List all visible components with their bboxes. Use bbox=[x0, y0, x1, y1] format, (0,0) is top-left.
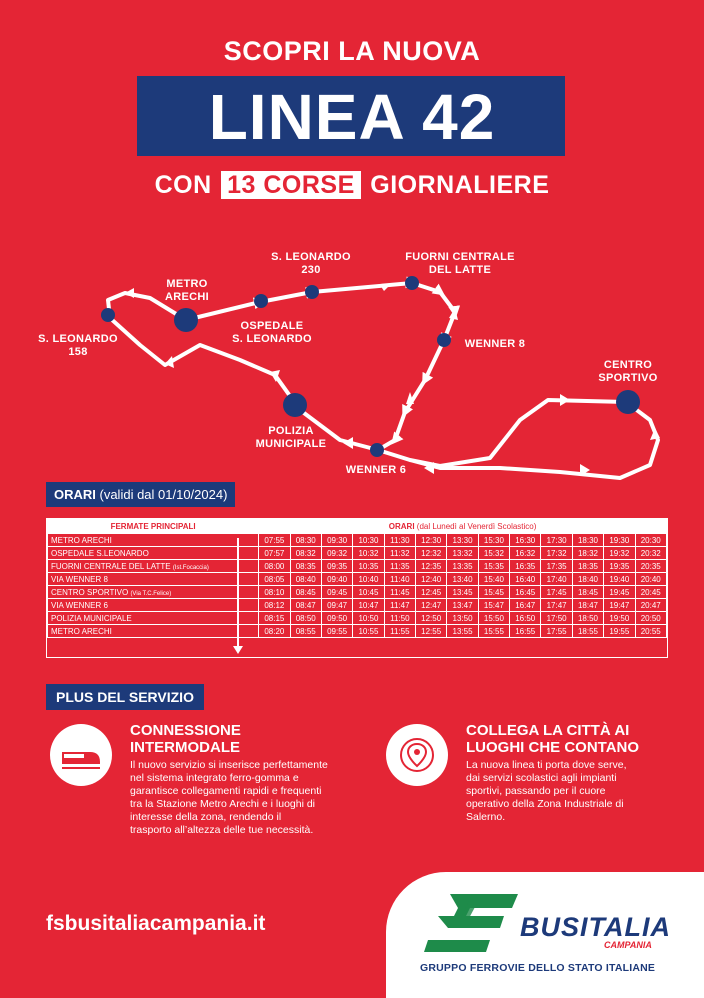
timetable-time-cell: 12:45 bbox=[416, 586, 447, 599]
timetable-time-cell: 11:45 bbox=[384, 586, 415, 599]
timetable-time-cell: 19:32 bbox=[604, 547, 635, 560]
stop-label-wenner-6: WENNER 6 bbox=[345, 464, 407, 476]
timetable bbox=[46, 518, 668, 658]
stop-label-fuorni: FUORNI CENTRALE DEL LATTE bbox=[405, 251, 515, 276]
timetable-time-cell: 10:45 bbox=[353, 586, 384, 599]
table-row bbox=[48, 573, 667, 586]
timetable-time-cell: 08:47 bbox=[290, 599, 321, 612]
timetable-header-stops: FERMATE PRINCIPALI bbox=[48, 520, 259, 534]
timetable-time-cell: 08:15 bbox=[259, 612, 290, 625]
table-row bbox=[48, 599, 667, 612]
timetable-time-cell: 17:35 bbox=[541, 560, 572, 573]
stop-dot-s-leonardo-158 bbox=[101, 308, 115, 322]
brand-subname: CAMPANIA bbox=[604, 940, 652, 950]
timetable-time-cell: 20:45 bbox=[635, 586, 666, 599]
timetable-time-cell: 17:45 bbox=[541, 586, 572, 599]
stop-dot-s-leonardo-230 bbox=[305, 285, 319, 299]
direction-arrow-icon bbox=[232, 536, 244, 656]
plus-left-body: Il nuovo servizio si inserisce perfettamente nel sistema integrato ferro-gomma e garantisce collegamenti rapidi e frequenti tra la Stazione Metro Arechi e i luoghi di interesse della zona, rendendo il trasporto all’altezza delle tue necessità. bbox=[130, 759, 328, 836]
route-line bbox=[378, 400, 658, 478]
stop-dot-ospedale bbox=[254, 294, 268, 308]
timetable-time-cell: 19:30 bbox=[604, 534, 635, 547]
timetable-time-cell: 18:50 bbox=[572, 612, 603, 625]
timetable-time-cell: 18:40 bbox=[572, 573, 603, 586]
timetable-time-cell: 08:00 bbox=[259, 560, 290, 573]
timetable-time-cell: 15:32 bbox=[478, 547, 509, 560]
timetable-time-cell: 16:30 bbox=[510, 534, 541, 547]
timetable-stop-name: CENTRO SPORTIVO (Via T.C.Felice) bbox=[48, 586, 259, 599]
timetable-time-cell: 18:35 bbox=[572, 560, 603, 573]
timetable-time-cell: 11:55 bbox=[384, 625, 415, 638]
timetable-time-cell: 13:55 bbox=[447, 625, 478, 638]
stop-dot-fuorni bbox=[405, 276, 419, 290]
headline-bottom bbox=[0, 171, 704, 200]
headline-corse-highlight: 13 CORSE bbox=[221, 171, 361, 199]
plus-right-body: La nuova linea ti porta dove serve, dai servizi scolastici agli impianti sportivi, passando per il cuore operativo della Zona Industriale di Salerno. bbox=[466, 759, 627, 823]
table-row bbox=[48, 586, 667, 599]
timetable-time-cell: 13:35 bbox=[447, 560, 478, 573]
timetable-time-cell: 08:32 bbox=[290, 547, 321, 560]
stop-label-s-leonardo-230: S. LEONARDO 230 bbox=[271, 251, 351, 276]
timetable-time-cell: 20:32 bbox=[635, 547, 666, 560]
stop-dot-wenner-6 bbox=[370, 443, 384, 457]
timetable-time-cell: 17:55 bbox=[541, 625, 572, 638]
timetable-time-cell: 19:50 bbox=[604, 612, 635, 625]
table-row bbox=[48, 625, 667, 638]
timetable-time-cell: 13:47 bbox=[447, 599, 478, 612]
timetable-time-cell: 08:12 bbox=[259, 599, 290, 612]
route-arrow bbox=[125, 288, 134, 298]
timetable-time-cell: 20:47 bbox=[635, 599, 666, 612]
timetable-time-cell: 12:50 bbox=[416, 612, 447, 625]
stop-label-centro-sportivo: CENTRO SPORTIVO bbox=[598, 359, 658, 384]
timetable-stop-name: VIA WENNER 8 bbox=[48, 573, 259, 586]
timetable-time-cell: 12:47 bbox=[416, 599, 447, 612]
table-row bbox=[48, 612, 667, 625]
timetable-time-cell: 12:30 bbox=[416, 534, 447, 547]
timetable-time-cell: 16:50 bbox=[510, 612, 541, 625]
timetable-time-cell: 07:57 bbox=[259, 547, 290, 560]
timetable-time-cell: 10:40 bbox=[353, 573, 384, 586]
timetable-time-cell: 18:32 bbox=[572, 547, 603, 560]
timetable-time-cell: 09:35 bbox=[321, 560, 352, 573]
timetable-time-cell: 13:30 bbox=[447, 534, 478, 547]
timetable-time-cell: 16:45 bbox=[510, 586, 541, 599]
timetable-time-cell: 10:30 bbox=[353, 534, 384, 547]
timetable-time-cell: 16:35 bbox=[510, 560, 541, 573]
timetable-time-cell: 13:45 bbox=[447, 586, 478, 599]
timetable-time-cell: 18:45 bbox=[572, 586, 603, 599]
timetable-time-cell: 20:35 bbox=[635, 560, 666, 573]
headline-top: SCOPRI LA NUOVA bbox=[223, 36, 481, 66]
timetable-time-cell: 08:35 bbox=[290, 560, 321, 573]
timetable-time-cell: 18:55 bbox=[572, 625, 603, 638]
route-line bbox=[108, 293, 378, 450]
timetable-stop-name: VIA WENNER 6 bbox=[48, 599, 259, 612]
timetable-time-cell: 08:10 bbox=[259, 586, 290, 599]
stop-dot-metro-arechi bbox=[174, 308, 198, 332]
stop-label-metro-arechi: METRO ARECHI bbox=[165, 278, 209, 303]
headline-line-number: LINEA 42 bbox=[208, 81, 496, 153]
timetable-time-cell: 10:47 bbox=[353, 599, 384, 612]
timetable-time-cell: 11:50 bbox=[384, 612, 415, 625]
stop-dot-wenner-8 bbox=[437, 333, 451, 347]
timetable-stop-name: METRO ARECHI bbox=[48, 625, 259, 638]
timetable-time-cell: 10:35 bbox=[353, 560, 384, 573]
timetable-time-cell: 16:47 bbox=[510, 599, 541, 612]
timetable-time-cell: 20:30 bbox=[635, 534, 666, 547]
plus-right-title: COLLEGA LA CITTÀ AI LUOGHI CHE CONTANO bbox=[466, 722, 640, 756]
timetable-time-cell: 11:47 bbox=[384, 599, 415, 612]
timetable-time-cell: 12:40 bbox=[416, 573, 447, 586]
timetable-time-cell: 13:50 bbox=[447, 612, 478, 625]
timetable-time-cell: 15:30 bbox=[478, 534, 509, 547]
timetable-time-cell: 10:32 bbox=[353, 547, 384, 560]
timetable-time-cell: 10:50 bbox=[353, 612, 384, 625]
timetable-time-cell: 08:55 bbox=[290, 625, 321, 638]
timetable-time-cell: 11:32 bbox=[384, 547, 415, 560]
timetable-time-cell: 19:47 bbox=[604, 599, 635, 612]
timetable-time-cell: 08:20 bbox=[259, 625, 290, 638]
timetable-time-cell: 19:45 bbox=[604, 586, 635, 599]
stop-label-wenner-8: WENNER 8 bbox=[464, 338, 526, 350]
timetable-time-cell: 10:55 bbox=[353, 625, 384, 638]
timetable-time-cell: 13:32 bbox=[447, 547, 478, 560]
timetable-time-cell: 09:30 bbox=[321, 534, 352, 547]
headline-con: CON bbox=[154, 171, 212, 199]
route-arrow bbox=[560, 394, 570, 406]
train-icon bbox=[50, 724, 112, 786]
timetable-time-cell: 19:55 bbox=[604, 625, 635, 638]
timetable-time-cell: 12:32 bbox=[416, 547, 447, 560]
timetable-stop-name: OSPEDALE S.LEONARDO bbox=[48, 547, 259, 560]
timetable-time-cell: 08:50 bbox=[290, 612, 321, 625]
group-name: GRUPPO FERROVIE DELLO STATO ITALIANE bbox=[420, 962, 656, 974]
table-row bbox=[48, 560, 667, 573]
table-row bbox=[48, 534, 667, 547]
timetable-time-cell: 15:35 bbox=[478, 560, 509, 573]
timetable-time-cell: 08:45 bbox=[290, 586, 321, 599]
timetable-time-cell: 17:32 bbox=[541, 547, 572, 560]
timetable-time-cell: 12:55 bbox=[416, 625, 447, 638]
timetable-time-cell: 15:50 bbox=[478, 612, 509, 625]
timetable-time-cell: 20:50 bbox=[635, 612, 666, 625]
stop-dot-polizia bbox=[283, 393, 307, 417]
timetable-time-cell: 12:35 bbox=[416, 560, 447, 573]
timetable-time-cell: 17:30 bbox=[541, 534, 572, 547]
timetable-stop-name: POLIZIA MUNICIPALE bbox=[48, 612, 259, 625]
timetable-grid bbox=[47, 519, 667, 638]
timetable-time-cell: 08:05 bbox=[259, 573, 290, 586]
timetable-stop-name: FUORNI CENTRALE DEL LATTE (Ist.Focaccia) bbox=[48, 560, 259, 573]
timetable-time-cell: 09:55 bbox=[321, 625, 352, 638]
stop-label-ospedale: OSPEDALE S. LEONARDO bbox=[232, 320, 312, 345]
timetable-time-cell: 15:40 bbox=[478, 573, 509, 586]
timetable-time-cell: 15:45 bbox=[478, 586, 509, 599]
timetable-time-cell: 20:55 bbox=[635, 625, 666, 638]
timetable-time-cell: 19:35 bbox=[604, 560, 635, 573]
timetable-time-cell: 15:55 bbox=[478, 625, 509, 638]
timetable-time-cell: 11:40 bbox=[384, 573, 415, 586]
timetable-time-cell: 11:30 bbox=[384, 534, 415, 547]
timetable-time-cell: 15:47 bbox=[478, 599, 509, 612]
timetable-time-cell: 16:55 bbox=[510, 625, 541, 638]
stop-dot-centro-sportivo bbox=[616, 390, 640, 414]
stop-label-s-leonardo-158: S. LEONARDO 158 bbox=[38, 333, 118, 358]
stop-label-polizia: POLIZIA MUNICIPALE bbox=[255, 425, 327, 450]
website-link[interactable]: fsbusitaliacampania.it bbox=[46, 912, 266, 935]
timetable-time-cell: 09:32 bbox=[321, 547, 352, 560]
plus-left-title: CONNESSIONE INTERMODALE bbox=[130, 722, 241, 756]
location-pin-icon bbox=[386, 724, 448, 786]
timetable-time-cell: 18:30 bbox=[572, 534, 603, 547]
route-arrow bbox=[650, 428, 660, 440]
brand-name: BUSITALIA bbox=[520, 912, 671, 942]
timetable-time-cell: 09:45 bbox=[321, 586, 352, 599]
timetable-time-cell: 09:40 bbox=[321, 573, 352, 586]
timetable-time-cell: 11:35 bbox=[384, 560, 415, 573]
timetable-time-cell: 07:55 bbox=[259, 534, 290, 547]
timetable-time-cell: 08:40 bbox=[290, 573, 321, 586]
headline-giornaliere: GIORNALIERE bbox=[370, 171, 550, 199]
timetable-time-cell: 09:50 bbox=[321, 612, 352, 625]
timetable-stop-name: METRO ARECHI bbox=[48, 534, 259, 547]
timetable-time-cell: 17:50 bbox=[541, 612, 572, 625]
timetable-time-cell: 13:40 bbox=[447, 573, 478, 586]
route-arrow bbox=[343, 437, 353, 449]
table-row bbox=[48, 547, 667, 560]
timetable-time-cell: 18:47 bbox=[572, 599, 603, 612]
timetable-time-cell: 09:47 bbox=[321, 599, 352, 612]
timetable-time-cell: 16:40 bbox=[510, 573, 541, 586]
timetable-time-cell: 19:40 bbox=[604, 573, 635, 586]
plus-section-title: PLUS DEL SERVIZIO bbox=[46, 684, 204, 710]
timetable-time-cell: 16:32 bbox=[510, 547, 541, 560]
fs-logo-icon bbox=[420, 888, 520, 960]
timetable-time-cell: 20:40 bbox=[635, 573, 666, 586]
timetable-time-cell: 17:47 bbox=[541, 599, 572, 612]
timetable-time-cell: 17:40 bbox=[541, 573, 572, 586]
orari-section-title: ORARI (validi dal 01/10/2024) bbox=[46, 482, 235, 507]
timetable-header-times: ORARI (dal Lunedì al Venerdì Scolastico) bbox=[259, 520, 667, 534]
timetable-time-cell: 08:30 bbox=[290, 534, 321, 547]
